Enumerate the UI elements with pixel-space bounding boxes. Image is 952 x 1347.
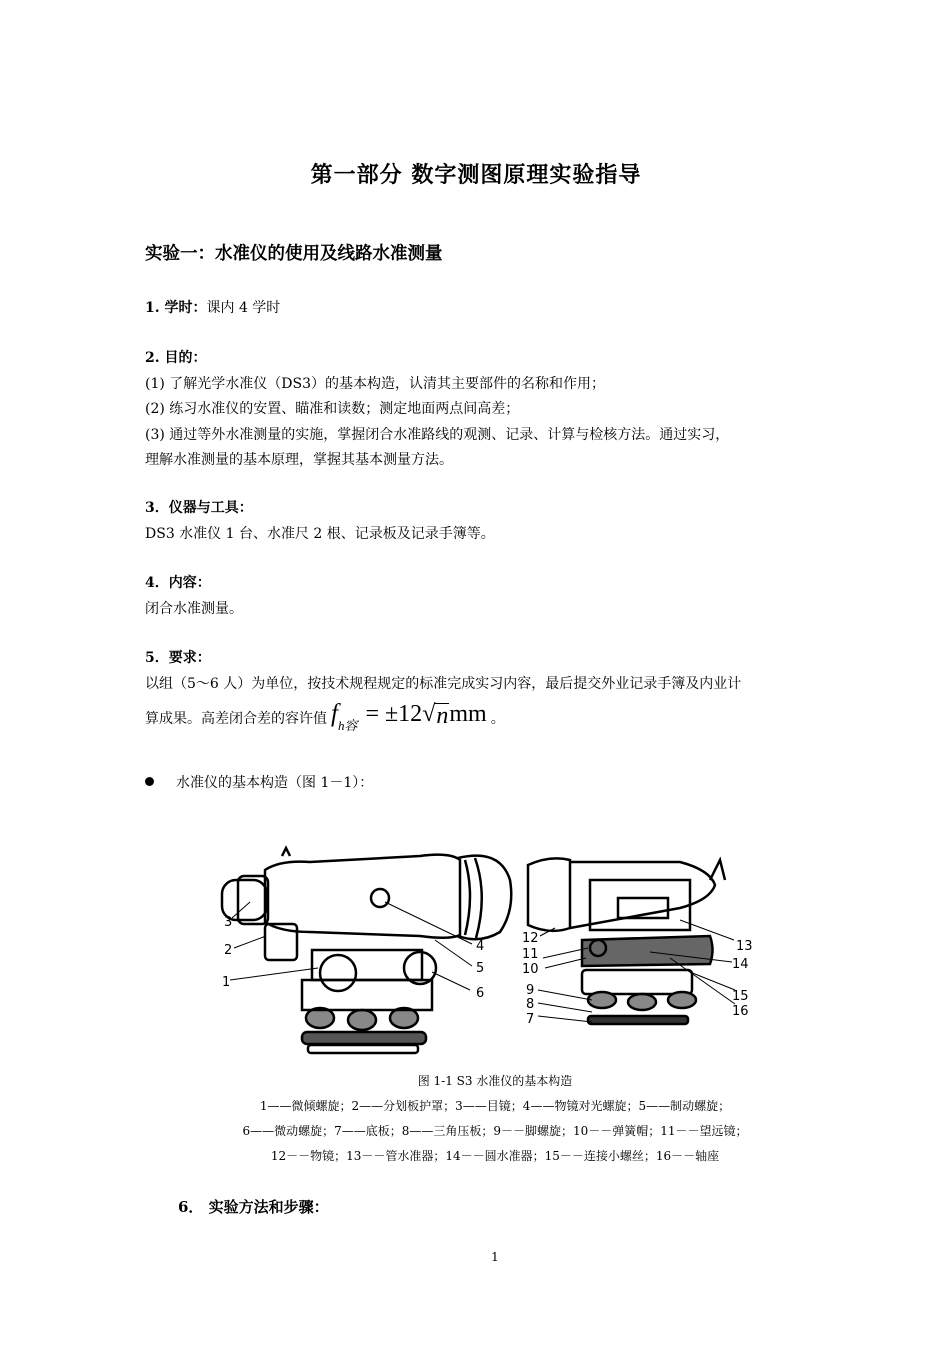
left-leader-lines	[230, 902, 472, 990]
purpose-item-3-cont: 理解水准测量的基本原理，掌握其基本测量方法。	[145, 452, 453, 468]
bullet-text: 水准仪的基本构造（图 1－1）：	[176, 775, 374, 791]
label-2: 2	[224, 943, 233, 958]
page-number: 1	[491, 1250, 499, 1264]
formula-root: n	[436, 703, 449, 729]
tolerance-line	[145, 700, 505, 733]
section-5-text: 以组（5～6 人）为单位，按技术规程规定的标准完成实习内容，最后提交外业记录手簿及内业计	[145, 676, 742, 692]
label-5: 5	[476, 961, 485, 976]
bullet-item	[145, 772, 373, 792]
section-4-text: 闭合水准测量。	[145, 601, 243, 617]
section-3-label: 3．仪器与工具：	[145, 500, 253, 516]
label-15: 15	[732, 989, 749, 1004]
section-5-label: 5．要求：	[145, 650, 211, 666]
label-14: 14	[732, 957, 749, 972]
label-16: 16	[732, 1004, 749, 1019]
purpose-item-2: (2) 练习水准仪的安置、瞄准和读数；测定地面两点间高差；	[145, 401, 520, 417]
label-3: 3	[224, 915, 233, 930]
formula-equals: = ±12	[365, 701, 423, 727]
label-13: 13	[736, 939, 753, 954]
tolerance-text: 算成果。高差闭合差的容许值	[145, 711, 327, 727]
label-11: 11	[522, 947, 539, 962]
label-4: 4	[476, 939, 485, 954]
experiment-title: 实验一：水准仪的使用及线路水准测量	[145, 244, 443, 264]
bullet-dot-icon	[145, 777, 154, 786]
section-4-label: 4．内容：	[145, 575, 211, 591]
left-labels	[222, 915, 484, 1001]
sqrt-sign: √	[422, 701, 436, 727]
label-10: 10	[522, 962, 539, 977]
label-9: 9	[526, 983, 535, 998]
section-3-text: DS3 水准仪 1 台、水准尺 2 根、记录板及记录手簿等。	[145, 526, 495, 542]
label-12: 12	[522, 931, 539, 946]
label-1: 1	[222, 975, 231, 990]
label-7: 7	[526, 1012, 535, 1027]
formula-f: f	[331, 700, 338, 727]
right-instrument-drawing	[528, 858, 725, 1024]
section-1-text: 课内 4 学时	[206, 300, 281, 316]
figure-caption-line-1: 1——微倾螺旋；2——分划板护罩；3——目镜；4——物镜对光螺旋；5——制动螺旋；	[259, 1099, 731, 1113]
label-6: 6	[476, 986, 485, 1001]
label-8: 8	[526, 997, 535, 1012]
purpose-item-3: (3) 通过等外水准测量的实施，掌握闭合水准路线的观测、记录、计算与检核方法。通过实习，	[145, 427, 730, 443]
section-6-heading: 6． 实验方法和步骤：	[178, 1198, 329, 1216]
formula-subscript: h容	[337, 718, 358, 733]
figure-caption-line-2: 6——微动螺旋；7——底板；8——三角压板；9－－脚螺旋；10－－弹簧帽；11－－望远镜；	[242, 1124, 748, 1138]
left-instrument-drawing	[222, 848, 511, 1053]
purpose-item-1: (1) 了解光学水准仪（DS3）的基本构造，认清其主要部件的名称和作用；	[145, 376, 606, 392]
formula-unit: mm	[449, 701, 487, 727]
tolerance-formula	[331, 700, 487, 733]
page-title: 第一部分 数字测图原理实验指导	[310, 162, 642, 188]
section-1-label: 1. 学时：	[145, 300, 207, 316]
section-2-label: 2. 目的：	[145, 350, 207, 366]
tolerance-end: 。	[490, 711, 505, 727]
figure-caption-line-3: 12－－物镜；13－－管水准器；14－－圆水准器；15－－连接小螺丝；16－－轴座	[270, 1149, 720, 1163]
level-instrument-figure	[210, 840, 770, 1062]
figure-caption-title: 图 1-1 S3 水准仪的基本构造	[417, 1074, 573, 1088]
section-1	[145, 297, 280, 317]
